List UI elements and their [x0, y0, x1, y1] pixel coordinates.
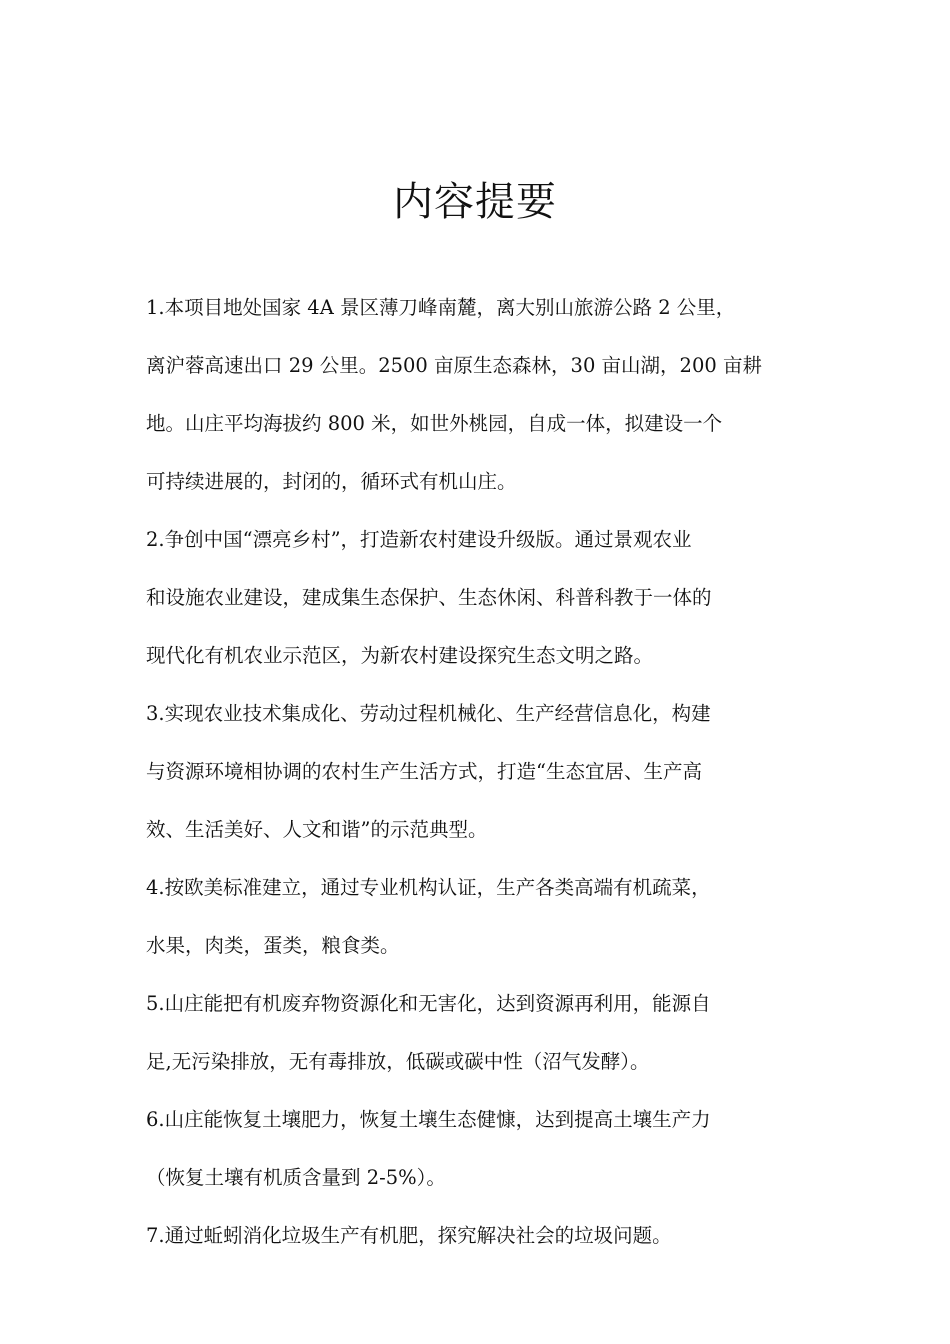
paragraph-line: 足,无污染排放，无有毒排放，低碳或碳中性（沼气发酵）。 [146, 1050, 650, 1073]
paragraph-5 [146, 975, 806, 1091]
paragraph-line: 与资源环境相协调的农村生产生活方式，打造“生态宜居、生产高 [146, 760, 702, 783]
paragraph-line: 现代化有机农业示范区，为新农村建设探究生态文明之路。 [146, 644, 654, 667]
paragraph-line: （恢复土壤有机质含量到 2-5%）。 [146, 1166, 446, 1189]
paragraph-1 [146, 279, 806, 511]
paragraph-6 [146, 1091, 806, 1207]
paragraph-line: 6.山庄能恢复土壤肥力，恢复土壤生态健慷，达到提高土壤生产力 [146, 1108, 711, 1131]
paragraph-line: 5.山庄能把有机废弃物资源化和无害化，达到资源再利用，能源自 [146, 992, 711, 1015]
document-body [146, 279, 806, 1265]
paragraph-line: 2.争创中国“漂亮乡村”，打造新农村建设升级版。通过景观农业 [146, 528, 692, 551]
paragraph-line: 4.按欧美标准建立，通过专业机构认证，生产各类高端有机疏菜， [146, 876, 711, 899]
paragraph-3 [146, 685, 806, 859]
paragraph-line: 1.本项目地处国家 4A 景区薄刀峰南麓，离大别山旅游公路 2 公里， [146, 296, 736, 319]
paragraph-line: 效、生活美好、人文和谐”的示范典型。 [146, 818, 488, 841]
page-title: 内容提要 [393, 179, 557, 225]
paragraph-line: 7.通过蚯蚓消化垃圾生产有机肥，探究解决社会的垃圾问题。 [146, 1224, 672, 1247]
paragraph-line: 和设施农业建设，建成集生态保护、生态休闲、科普科教于一体的 [146, 586, 712, 609]
paragraph-4 [146, 859, 806, 975]
paragraph-line: 可持续进展的，封闭的，循环式有机山庄。 [146, 470, 517, 493]
paragraph-line: 离沪蓉高速出口 29 公里。2500 亩原生态森林，30 亩山湖，200 亩耕 [146, 354, 762, 377]
paragraph-line: 地。山庄平均海拔约 800 米，如世外桃园，自成一体，拟建设一个 [146, 412, 723, 435]
paragraph-line: 3.实现农业技术集成化、劳动过程机械化、生产经营信息化，构建 [146, 702, 711, 725]
paragraph-line: 水果，肉类，蛋类，粮食类。 [146, 934, 400, 957]
paragraph-2 [146, 511, 806, 685]
paragraph-7 [146, 1207, 806, 1265]
